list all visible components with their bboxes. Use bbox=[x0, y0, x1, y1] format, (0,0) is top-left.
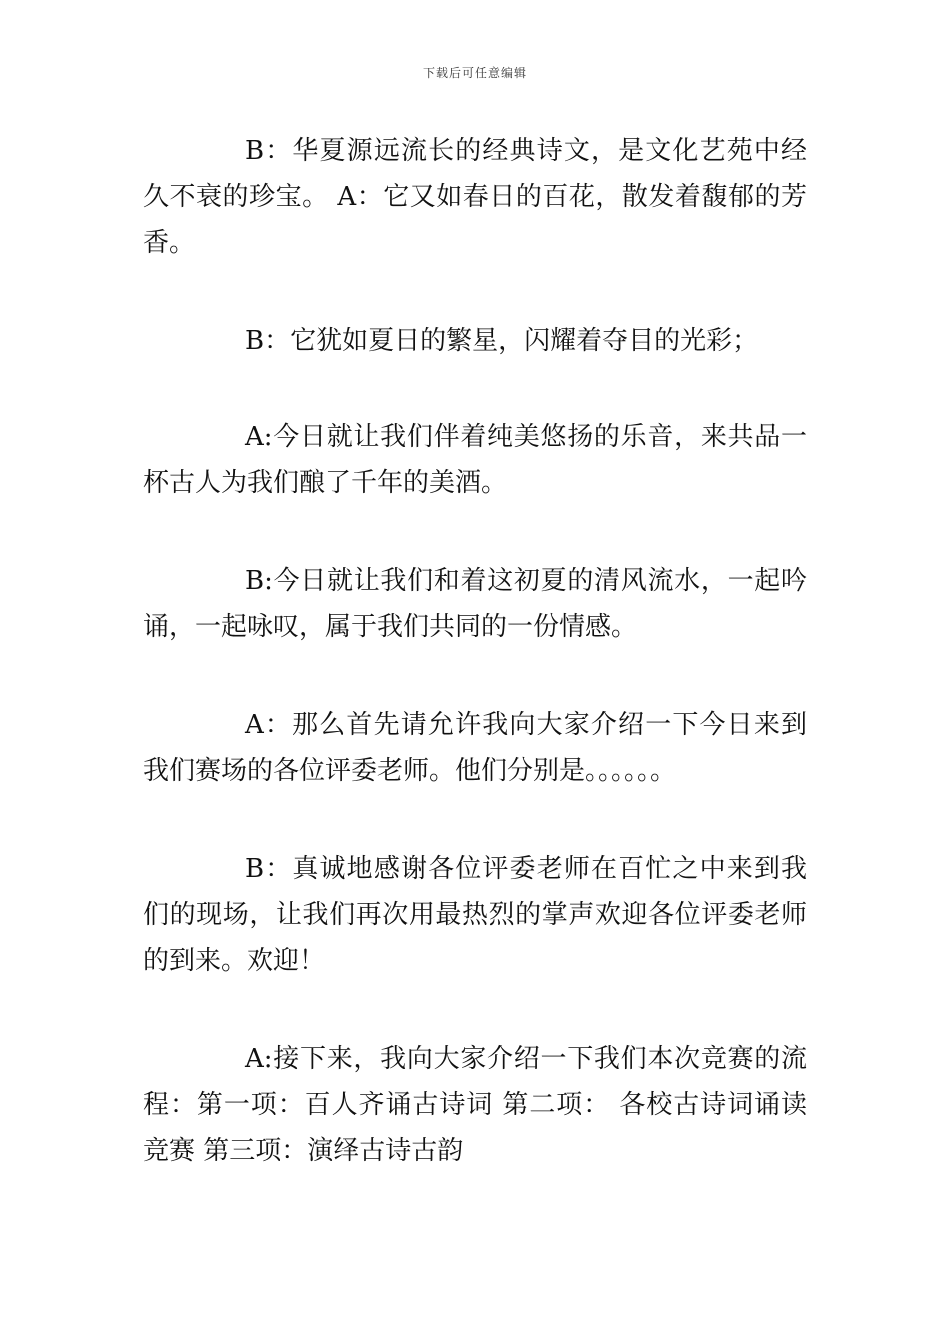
paragraph-2: B：它犹如夏日的繁星，闪耀着夺目的光彩； bbox=[245, 326, 759, 356]
paragraph-3: A:今日就让我们伴着纯美悠扬的乐音，来共品一杯古人为我们酿了千年的美酒。 bbox=[143, 422, 807, 498]
page-header: 下载后可任意编辑 bbox=[422, 66, 527, 80]
paragraph-6: B：真诚地感谢各位评委老师在百忙之中来到我们的现场，让我们再次用最热烈的掌声欢迎各位评委老师的到来。欢迎！ bbox=[143, 854, 807, 976]
paragraph-1: B：华夏源远流长的经典诗文，是文化艺苑中经久不衰的珍宝。 A：它又如春日的百花，散发着馥郁的芳香。 bbox=[143, 136, 807, 258]
paragraph-7: A:接下来，我向大家介绍一下我们本次竞赛的流程：第一项：百人齐诵古诗词 第二项： 各校古诗词诵读竞赛 第三项：演绎古诗古韵 bbox=[143, 1044, 807, 1166]
paragraph-4: B:今日就让我们和着这初夏的清风流水，一起吟诵，一起咏叹，属于我们共同的一份情感。 bbox=[143, 566, 807, 642]
document-body bbox=[143, 128, 807, 1226]
paragraph-5: A：那么首先请允许我向大家介绍一下今日来到我们赛场的各位评委老师。他们分别是。。。。。。 bbox=[143, 710, 807, 786]
